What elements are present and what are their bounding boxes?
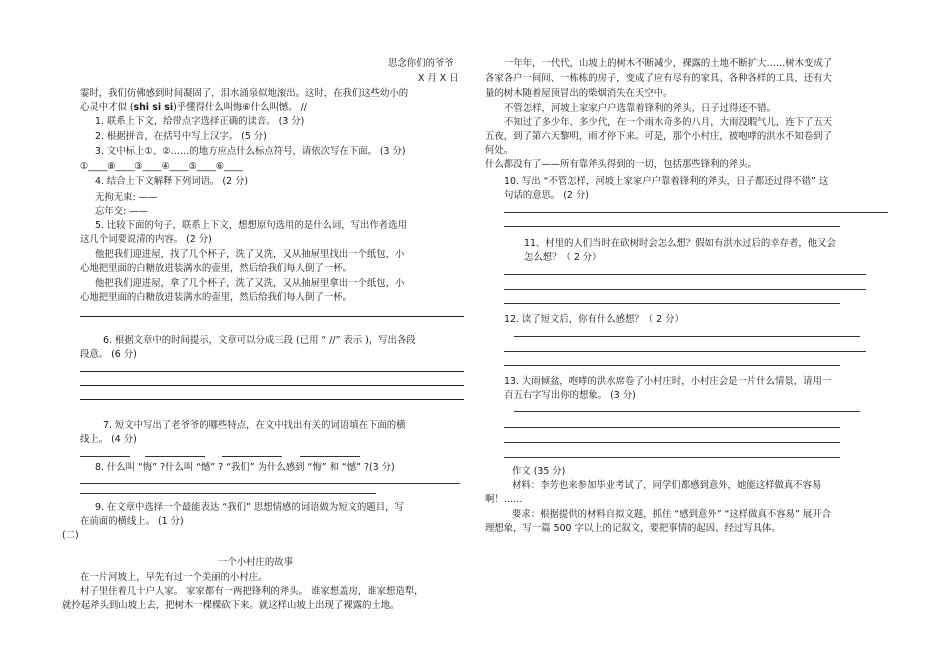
answer-line[interactable] bbox=[504, 212, 888, 213]
answer-line[interactable] bbox=[504, 351, 866, 352]
answer-line[interactable] bbox=[504, 442, 840, 443]
answer-blank[interactable] bbox=[80, 456, 130, 457]
question-12: 12. 读了短文后，你有什么感想？（ 2 分） bbox=[504, 314, 684, 325]
passage-text: 霎时，我们仿佛感到时间凝固了，泪水涌泉似地滚出。这时，在我们这些幼小的 bbox=[80, 88, 409, 99]
story-text: 各家各户一间间、一栋栋的房子，变成了应有尽有的家具、各种各样的工具，还有大 bbox=[485, 73, 832, 84]
answer-line[interactable] bbox=[504, 226, 840, 227]
question-7-cont: 线上。 (4 分) bbox=[80, 434, 137, 445]
story-title: 一个小村庄的故事 bbox=[218, 557, 294, 568]
answer-line[interactable] bbox=[514, 336, 860, 337]
sentence-compare: 他把我们迎进屋，拿了几个杯子，洗了又洗，又从抽屉里拿出一个纸包，小 bbox=[95, 278, 405, 289]
punctuation-blanks[interactable]: ①____⑧____③____④____⑤____⑥____ bbox=[80, 161, 243, 172]
answer-line[interactable] bbox=[80, 371, 464, 372]
sentence-compare-cont: 心地把里面的白糖放进装满水的壶里，然后给我们每人倒了一杯。 bbox=[80, 292, 352, 303]
question-6-cont: 段意。 (6 分) bbox=[80, 349, 137, 360]
essay-heading: 作文 (35 分) bbox=[512, 466, 566, 477]
story-text: 在一片河坡上，早先有过一个美丽的小村庄。 bbox=[80, 572, 268, 583]
story-text: 一年年，一代代，山坡上的树木不断减少，裸露的土地不断扩大……树木变成了 bbox=[504, 58, 833, 69]
story-text: 量的树木随着屋顶冒出的柴烟消失在天空中。 bbox=[485, 88, 673, 99]
sentence-original-cont: 心地把里面的白糖放进装满水的壶里，然后给我们每人倒了一杯。 bbox=[80, 263, 352, 274]
essay-requirements-cont: 理想象，写一篇 500 字以上的记叙文，要把事情的起因、经过写具体。 bbox=[485, 523, 781, 534]
essay-material: 材料：李芳也来参加毕业考试了，同学们都感到意外，她能这样做真不容易 bbox=[512, 480, 822, 491]
answer-line[interactable] bbox=[80, 316, 464, 317]
section-heading: (二) bbox=[62, 530, 79, 541]
answer-line[interactable] bbox=[504, 274, 866, 275]
answer-line[interactable] bbox=[80, 385, 464, 386]
sentence-original: 他把我们迎进屋，找了几个杯子，洗了又洗，又从抽屉里找出一个纸包，小 bbox=[95, 249, 405, 260]
answer-line[interactable] bbox=[504, 303, 840, 304]
answer-line[interactable] bbox=[504, 365, 840, 366]
term-wujuwushu[interactable]: 无拘无束: —— bbox=[95, 192, 158, 203]
question-13-cont: 百五右字写出你的想象。 (3 分) bbox=[504, 390, 636, 401]
story-text: 不知过了多少年、多少代，在一个雨水奇多的八月，大雨没暇气儿，连下了五天 bbox=[504, 117, 833, 128]
question-10: 10. 写出 “不管怎样，河坡上家家户户靠着锋利的斧头，日子都还过得不错” 这 bbox=[504, 176, 829, 187]
question-3: 3. 文中标上①、②……的地方应点什么标点符号，请依次写在下面。 (3 分) bbox=[95, 146, 406, 157]
answer-blank[interactable] bbox=[145, 456, 205, 457]
story-text: 就拎起斧头到山坡上去，把树木一棵棵砍下来。就这样山坡上出现了裸露的土地。 bbox=[62, 600, 400, 611]
question-2: 2. 根据拼音，在括号中写上汉字。 (5 分) bbox=[95, 131, 267, 142]
question-9-cont: 在前面的横线上。 (1 分) bbox=[80, 516, 184, 527]
passage-fragment: )乎懂得什么叫悔⑥什么叫憾。 // bbox=[173, 102, 307, 113]
passage-fragment: 心灵中才似 ( bbox=[80, 102, 134, 113]
story-text: 村子里住着几十户人家。 家家都有一两把锋利的斧头。 谁家想盖房，谁家想造犁， bbox=[80, 586, 424, 597]
answer-line[interactable] bbox=[504, 289, 866, 290]
answer-blank[interactable] bbox=[222, 456, 282, 457]
story-text: 不管怎样，河坡上家家户户选靠着锋利的斧头，日子过得还不错。 bbox=[504, 103, 776, 114]
answer-line[interactable] bbox=[504, 457, 840, 458]
question-13: 13. 大雨倾盆，咆哮的洪水席卷了小村庄时，小村庄会是一片什么情景，请用一 bbox=[504, 376, 832, 387]
question-4: 4. 结合上下文解释下列词语。 (2 分) bbox=[95, 176, 249, 187]
question-5-cont: 这几个词要说清的内容。 (2 分) bbox=[80, 234, 212, 245]
signature-line: 思念你们的爷爷 bbox=[388, 58, 454, 69]
question-1: 1. 联系上下文，给带点字选择正确的读音。 (3 分) bbox=[95, 116, 305, 127]
story-text: 何处。 bbox=[485, 145, 514, 156]
passage-text bbox=[80, 102, 307, 114]
answer-line[interactable] bbox=[80, 399, 464, 400]
question-8: 8. 什么叫 “悔” ?什么叫 “憾” ? “我们” 为什么感到 “悔” 和 “憾” ?(3 分) bbox=[95, 462, 395, 473]
story-text: 五夜，到了第六天黎明，雨才停下来。可是，那个小村庄，被咆哮的洪水不知卷到了 bbox=[485, 131, 832, 142]
question-7: 7. 短文中写出了老爷爷的哪些特点，在文中找出有关的词语填在下面的横 bbox=[103, 420, 406, 431]
answer-line[interactable] bbox=[514, 411, 860, 412]
date-line: X 月 X 日 bbox=[418, 73, 459, 84]
question-9: 9. 在文章中选择一个最能表达 “我们” 思想情感的词语做为短文的题目，写 bbox=[95, 502, 404, 513]
answer-line[interactable] bbox=[504, 427, 840, 428]
question-11-cont: 怎么想？（ 2 分） bbox=[524, 252, 602, 263]
essay-material-cont: 啊！…… bbox=[485, 494, 523, 505]
question-10-cont: 句话的意思。 (2 分) bbox=[504, 190, 589, 201]
question-6: 6. 根据文章中的时间提示，文章可以分成三段 (已用 “ //” 表示 )，写出各段 bbox=[103, 335, 416, 346]
answer-blank[interactable] bbox=[300, 456, 360, 457]
term-wangnianjiao[interactable]: 忘年交: —— bbox=[95, 206, 149, 217]
story-text: 什么都没有了——所有靠斧头得到的一切，包括那些锋利的斧头。 bbox=[485, 159, 757, 170]
pinyin-options: shi si si bbox=[133, 102, 174, 113]
answer-line[interactable] bbox=[80, 483, 460, 484]
question-11: 11、村里的人们当时在砍树时会怎么想？假如有洪水过后的幸存者，他又会 bbox=[524, 238, 836, 249]
answer-line[interactable] bbox=[80, 493, 376, 494]
question-5: 5. 比较下面的句子，联系上下文，想想原句选用的是什么词，写出作者选用 bbox=[95, 220, 407, 231]
essay-requirements: 要求：根据提供的材料自拟文题，抓住 “感到意外” “这样做真不容易” 展开合 bbox=[512, 509, 831, 520]
